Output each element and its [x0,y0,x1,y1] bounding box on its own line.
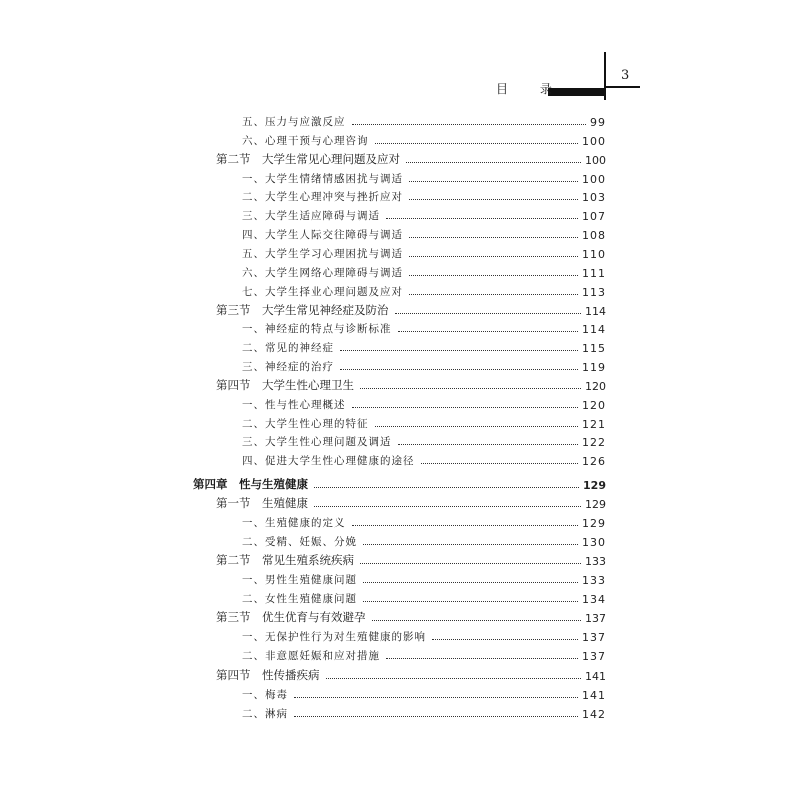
toc-entry-item [242,224,606,242]
toc-entry-item [242,186,606,204]
dot-leader [360,562,581,564]
toc-entry-label: 一、梅毒 [242,688,288,701]
toc-entry-item [242,111,606,129]
toc-entry-item [242,168,606,186]
toc-entry-page-number: 141 [585,669,606,683]
toc-entry-item [242,588,606,606]
dot-leader [352,123,587,125]
toc-entry-label: 一、大学生情绪情感困扰与调适 [242,172,403,185]
dot-leader [409,293,578,295]
dot-leader [314,486,579,488]
toc-entry-label: 一、神经症的特点与诊断标准 [242,323,392,336]
toc-entry-label: 二、女性生殖健康问题 [242,593,357,606]
toc-entry-page-number: 141 [582,688,606,702]
page-title: 目 录 [496,82,566,96]
toc-entry-page-number: 114 [582,323,606,337]
toc-entry-page-number: 129 [585,498,606,512]
toc-entry-item [242,569,606,587]
toc-entry-item [242,413,606,431]
toc-entry-page-number: 115 [582,342,606,356]
toc-entry-page-number: 137 [585,612,606,626]
toc-entry-label: 第四章 性与生殖健康 [193,477,308,491]
dot-leader [395,312,582,314]
toc-entry-section [216,550,606,568]
toc-entry-page-number: 111 [582,266,606,280]
dot-leader [409,236,578,238]
toc-entry-item [242,205,606,223]
toc-entry-label: 第二节 大学生常见心理问题及应对 [216,151,400,166]
toc-entry-label: 二、非意愿妊娠和应对措施 [242,650,380,663]
header-thin-line [604,86,640,88]
toc-entry-section [216,300,606,318]
toc-entry-page-number: 103 [582,191,606,205]
toc-entry-item [242,337,606,355]
toc-entry-item [242,281,606,299]
dot-leader [409,274,578,276]
toc-entry-item [242,531,606,549]
toc-entry-section [216,665,606,683]
toc-entry-label: 三、大学生适应障碍与调适 [242,210,380,223]
toc-entry-item [242,243,606,261]
toc-entry-page-number: 129 [582,517,606,531]
toc-entry-page-number: 108 [582,229,606,243]
toc-entry-item [242,262,606,280]
toc-entry-page-number: 142 [582,707,606,721]
toc-entry-label: 第四节 性传播疾病 [216,667,320,682]
toc-entry-label: 四、大学生人际交往障碍与调适 [242,229,403,242]
toc-entry-label: 二、大学生心理冲突与挫折应对 [242,191,403,204]
toc-entry-page-number: 126 [582,455,606,469]
dot-leader [386,657,578,659]
dot-leader [340,349,578,351]
toc-entry-label: 一、无保护性行为对生殖健康的影响 [242,631,426,644]
toc-entry-page-number: 130 [582,536,606,550]
dot-leader [352,406,579,408]
toc-entry-section [216,607,606,625]
toc-entry-label: 二、大学生性心理的特征 [242,417,369,430]
toc-entry-item [242,356,606,374]
dot-leader [363,600,578,602]
toc-entry-chapter [193,474,606,492]
dot-leader [398,330,579,332]
toc-entry-label: 第四节 大学生性心理卫生 [216,377,354,392]
page-number: 3 [621,68,630,83]
toc-entry-label: 第三节 大学生常见神经症及防治 [216,302,389,317]
dot-leader [432,638,578,640]
toc-entry-page-number: 99 [590,116,606,129]
dot-leader [409,255,578,257]
toc-entry-label: 七、大学生择业心理问题及应对 [242,285,403,298]
toc-entry-item [242,431,606,449]
toc-entry-label: 一、性与性心理概述 [242,398,346,411]
toc-entry-label: 二、常见的神经症 [242,342,334,355]
toc-entry-page-number: 100 [585,153,606,167]
toc-entry-item [242,130,606,148]
toc-entry-page-number: 100 [582,172,606,186]
toc-entry-page-number: 119 [582,361,606,375]
toc-entry-item [242,684,606,702]
toc-entry-label: 二、受精、妊娠、分娩 [242,536,357,549]
toc-entry-label: 第二节 常见生殖系统疾病 [216,553,354,568]
dot-leader [314,505,581,507]
dot-leader [360,387,581,389]
toc-entry-page-number: 129 [583,479,606,492]
toc-entry-label: 三、神经症的治疗 [242,361,334,374]
toc-entry-label: 六、心理干预与心理咨询 [242,134,369,147]
toc-entry-label: 四、促进大学生性心理健康的途径 [242,455,415,468]
toc-entry-page-number: 122 [582,436,606,450]
dot-leader [409,198,578,200]
toc-entry-label: 三、大学生性心理问题及调适 [242,436,392,449]
toc-entry-page-number: 137 [582,650,606,664]
toc-entry-section [216,493,606,511]
dot-leader [363,581,578,583]
dot-leader [375,142,579,144]
dot-leader [421,462,579,464]
toc-entry-label: 五、压力与应激反应 [242,116,346,128]
dot-leader [294,696,578,698]
toc-entry-page-number: 121 [582,417,606,431]
dot-leader [363,543,578,545]
toc-entry-page-number: 137 [582,631,606,645]
toc-entry-page-number: 107 [582,210,606,224]
toc-entry-label: 五、大学生学习心理困扰与调适 [242,247,403,260]
dot-leader [409,180,578,182]
header-vertical-rule [604,52,606,100]
toc-entry-item [242,645,606,663]
toc-entry-label: 第一节 生殖健康 [216,496,308,511]
toc-entry-label: 一、生殖健康的定义 [242,517,346,530]
dot-leader [352,524,579,526]
toc-entry-page-number: 133 [585,555,606,569]
toc-entry-label: 一、男性生殖健康问题 [242,574,357,587]
toc-entry-item [242,450,606,468]
dot-leader [398,443,579,445]
toc-entry-page-number: 134 [582,593,606,607]
toc-entry-label: 二、淋病 [242,707,288,720]
toc-entry-page-number: 120 [585,379,606,393]
toc-entry-item [242,394,606,412]
toc-entry-page-number: 110 [582,247,606,261]
dot-leader [386,217,578,219]
toc-entry-page-number: 133 [582,574,606,588]
dot-leader [294,715,578,717]
toc-entry-item [242,703,606,721]
toc-entry-section [216,375,606,393]
toc-entry-page-number: 100 [582,134,606,148]
toc-entry-item [242,318,606,336]
toc-entry-item [242,626,606,644]
toc-entry-label: 第三节 优生优育与有效避孕 [216,610,366,625]
toc-entry-page-number: 113 [582,285,606,299]
dot-leader [375,425,579,427]
dot-leader [406,161,581,163]
toc-entry-page-number: 114 [585,304,606,318]
dot-leader [326,677,582,679]
dot-leader [372,619,582,621]
dot-leader [340,368,578,370]
toc-entry-item [242,512,606,530]
toc-entry-section [216,149,606,167]
toc-entry-page-number: 120 [582,398,606,412]
toc-entry-label: 六、大学生网络心理障碍与调适 [242,266,403,279]
